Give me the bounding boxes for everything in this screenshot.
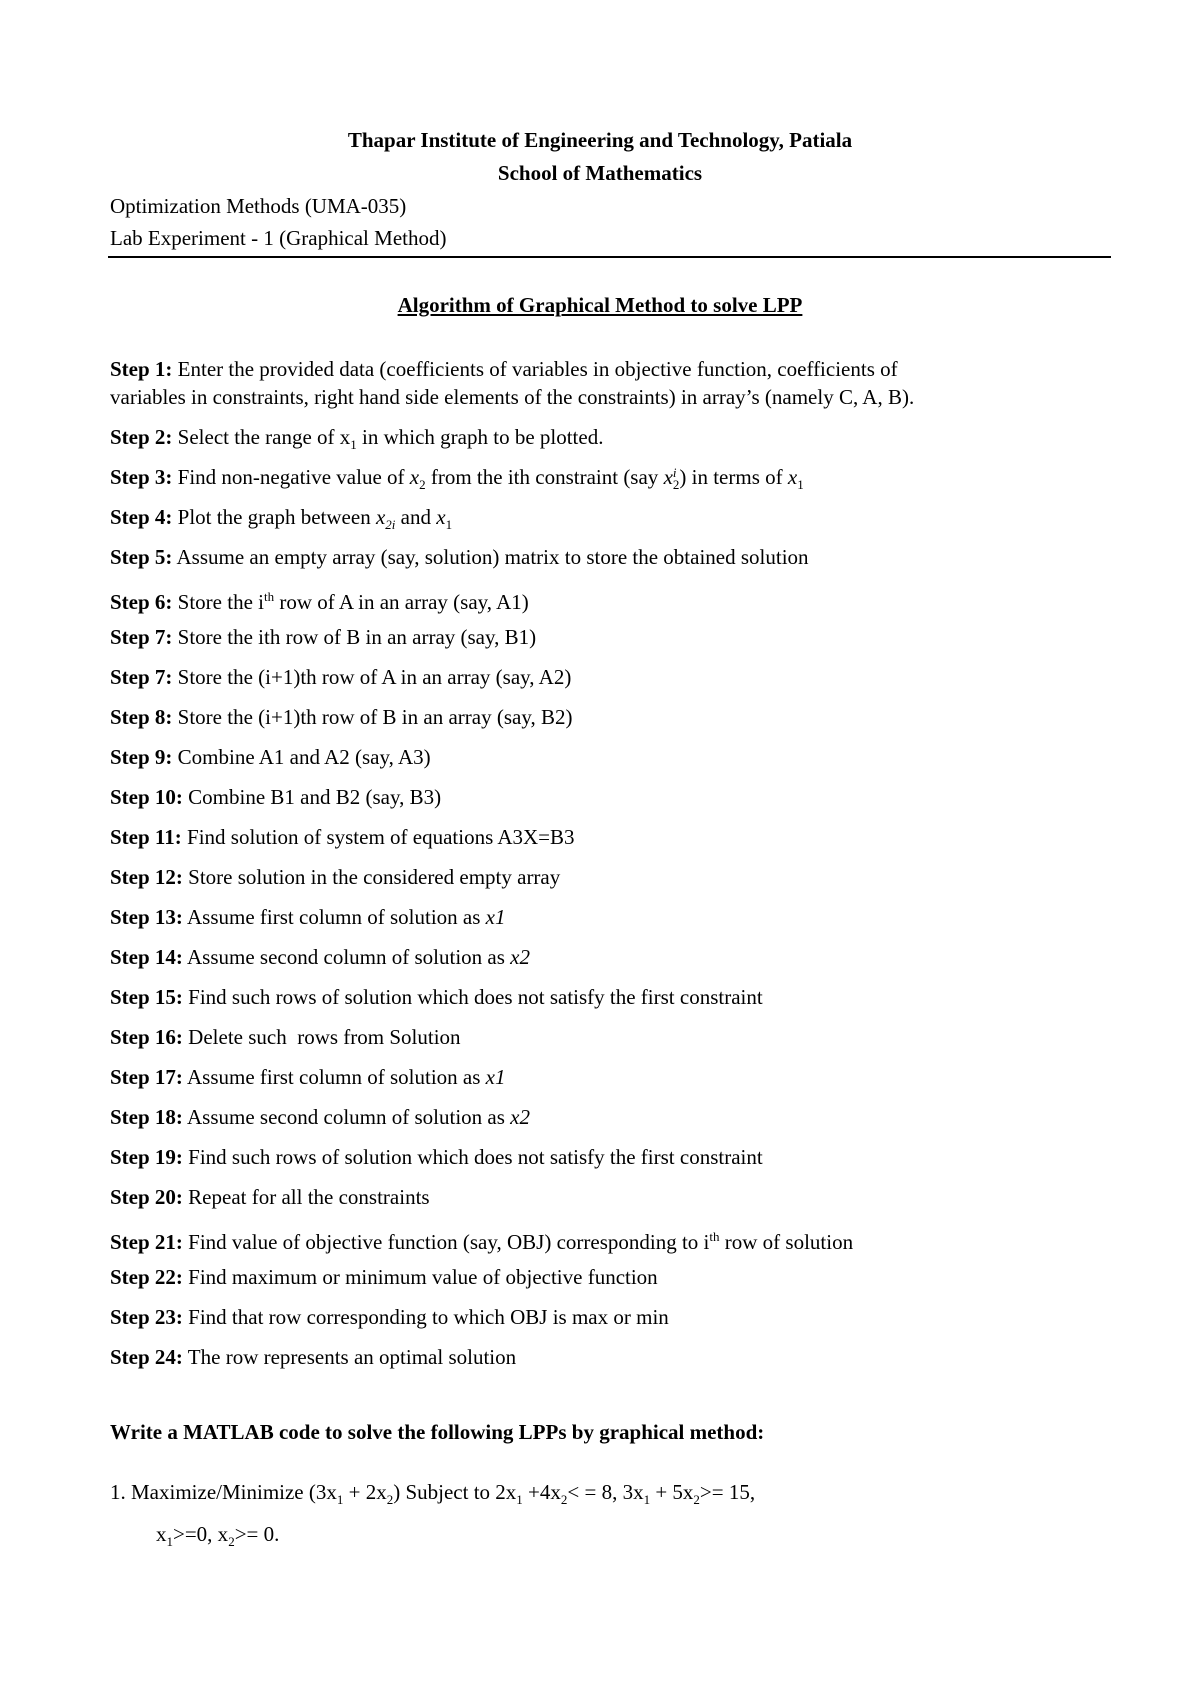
step-label: Step 15: (110, 985, 183, 1009)
step-text-tail: in which graph to be plotted. (362, 425, 604, 449)
problem-text: + 5x (650, 1480, 694, 1504)
step-label: Step 14: (110, 945, 183, 969)
step-label: Step 10: (110, 785, 183, 809)
step-text: Select the range of x (177, 425, 351, 449)
step-10 (110, 784, 441, 810)
math-variable: x (663, 465, 673, 489)
math-variable: x1 (485, 905, 506, 929)
step-label: Step 17: (110, 1065, 183, 1089)
step-9 (110, 744, 431, 770)
step-16 (110, 1024, 461, 1050)
step-text: Find such rows of solution which does not satisfy the first constraint (188, 1145, 763, 1169)
subscript: 2 (386, 1492, 394, 1508)
step-text: Delete such rows from Solution (188, 1025, 461, 1049)
step-text: Combine B1 and B2 (say, B3) (188, 785, 442, 809)
step-label: Step 2: (110, 425, 173, 449)
step-text: Find such rows of solution which does not satisfy the first constraint (188, 985, 763, 1009)
step-text: Find that row corresponding to which OBJ is max or min (188, 1305, 669, 1329)
step-18 (110, 1104, 530, 1130)
problem-text: >= 15, (699, 1480, 756, 1504)
lab-title: Lab Experiment - 1 (Graphical Method) (110, 226, 447, 250)
step-13 (110, 904, 506, 930)
step-15 (110, 984, 763, 1010)
step-label: Step 11: (110, 825, 182, 849)
step-1-continued (110, 384, 914, 410)
problem-text: < = 8, 3x (567, 1480, 644, 1504)
math-variable: x1 (485, 1065, 506, 1089)
step-text: Find value of objective function (say, OBJ) corresponding to i (188, 1230, 710, 1254)
step-7 (110, 624, 536, 650)
step-text: Store the ith row of B in an array (say, B1) (177, 625, 537, 649)
step-text: Assume second column of solution as (187, 945, 505, 969)
subscript: 2 (560, 1492, 568, 1508)
step-text: Plot the graph between (177, 505, 371, 529)
school-heading: School of Mathematics (497, 161, 703, 185)
problem-text: 1. Maximize/Minimize (3x (110, 1480, 337, 1504)
math-variable: x2 (510, 1105, 530, 1129)
subscript: 1 (516, 1492, 523, 1508)
step-label: Step 7: (110, 665, 173, 689)
step-text: Find solution of system of equations A3X=B3 (187, 825, 575, 849)
subscript: 1 (350, 437, 357, 453)
subscript: 2i (385, 517, 396, 533)
step-text: Assume second column of solution as (187, 1105, 505, 1129)
problem-1 (110, 1480, 755, 1508)
step-5 (110, 544, 809, 570)
step-text: Store the i (177, 590, 264, 614)
superscript: th (709, 1229, 720, 1244)
step-label: Step 7: (110, 625, 173, 649)
problem-text: >=0, x (173, 1522, 229, 1546)
subscript: 1 (166, 1534, 173, 1550)
step-23 (110, 1304, 669, 1330)
step-text-mid: and (400, 505, 431, 529)
subscript: 1 (336, 1492, 344, 1508)
math-variable: x (787, 465, 798, 489)
step-12 (110, 864, 560, 890)
step-text-tail: row of A in an array (say, A1) (279, 590, 529, 614)
step-label: Step 19: (110, 1145, 183, 1169)
step-24 (110, 1344, 516, 1370)
step-2 (110, 424, 603, 458)
step-label: Step 16: (110, 1025, 183, 1049)
problem-text: +4x (522, 1480, 561, 1504)
institute-heading: Thapar Institute of Engineering and Technology, Patiala (347, 128, 853, 152)
step-21 (110, 1224, 853, 1255)
problem-text: ) Subject to 2x (393, 1480, 517, 1504)
subscript: 2 (672, 477, 680, 493)
subscript: 2 (228, 1534, 235, 1550)
step-label: Step 24: (110, 1345, 183, 1369)
math-variable: x (375, 505, 386, 529)
step-text-mid: from the ith constraint (say (430, 465, 659, 489)
problem-1-nonnegativity (156, 1522, 279, 1550)
step-11 (110, 824, 575, 850)
step-8 (110, 704, 572, 730)
step-text: Repeat for all the constraints (188, 1185, 430, 1209)
problem-text: x (156, 1522, 167, 1546)
step-text-mid: ) in terms of (679, 465, 783, 489)
step-label: Step 13: (110, 905, 183, 929)
step-20 (110, 1184, 430, 1210)
step-text: Combine A1 and A2 (say, A3) (177, 745, 431, 769)
step-text: Assume first column of solution as (187, 905, 481, 929)
step-label: Step 9: (110, 745, 173, 769)
step-label: Step 3: (110, 465, 173, 489)
subscript: 1 (797, 477, 804, 493)
subscript: 1 (643, 1492, 651, 1508)
subscript: 2 (693, 1492, 700, 1508)
step-1 (110, 356, 898, 382)
superscript: th (264, 589, 275, 604)
step-text: Find maximum or minimum value of objective function (188, 1265, 658, 1289)
step-6 (110, 584, 529, 615)
step-text: variables in constraints, right hand side elements of the constraints) in array’s (namely C, A, B). (110, 385, 915, 409)
step-3 (110, 464, 804, 498)
subscript: 2 (419, 477, 426, 493)
step-22 (110, 1264, 658, 1290)
step-text: Store the (i+1)th row of A in an array (say, A2) (177, 665, 572, 689)
step-label: Step 18: (110, 1105, 183, 1129)
step-text-tail: row of solution (724, 1230, 854, 1254)
step-text: The row represents an optimal solution (187, 1345, 517, 1369)
step-text: Store the (i+1)th row of B in an array (say, B2) (177, 705, 573, 729)
step-text: Store solution in the considered empty array (188, 865, 561, 889)
superscript: i (672, 465, 677, 481)
math-variable: x (409, 465, 420, 489)
step-text: Enter the provided data (coefficients of variables in objective function, coefficients of (177, 357, 898, 381)
step-text: Assume first column of solution as (187, 1065, 481, 1089)
step-4 (110, 504, 452, 538)
step-17 (110, 1064, 506, 1090)
math-variable: x (436, 505, 446, 529)
step-19 (110, 1144, 763, 1170)
step-label: Step 20: (110, 1185, 183, 1209)
task-heading: Write a MATLAB code to solve the following LPPs by graphical method: (110, 1420, 765, 1444)
math-variable: x2 (510, 945, 530, 969)
step-text: Find non-negative value of (177, 465, 405, 489)
step-label: Step 5: (110, 545, 173, 569)
course-name: Optimization Methods (UMA-035) (110, 194, 407, 218)
step-label: Step 6: (110, 590, 173, 614)
step-7b (110, 664, 571, 690)
problem-text: >= 0. (234, 1522, 280, 1546)
step-14 (110, 944, 530, 970)
step-label: Step 8: (110, 705, 173, 729)
step-label: Step 4: (110, 505, 173, 529)
algorithm-title: Algorithm of Graphical Method to solve LPP (397, 293, 803, 317)
step-label: Step 23: (110, 1305, 183, 1329)
step-label: Step 1: (110, 357, 173, 381)
subscript: 1 (445, 517, 453, 533)
problem-text: + 2x (343, 1480, 387, 1504)
step-text: Assume an empty array (say, solution) matrix to store the obtained solution (176, 545, 809, 569)
step-label: Step 12: (110, 865, 183, 889)
step-label: Step 21: (110, 1230, 183, 1254)
header-divider (108, 256, 1111, 258)
step-label: Step 22: (110, 1265, 183, 1289)
